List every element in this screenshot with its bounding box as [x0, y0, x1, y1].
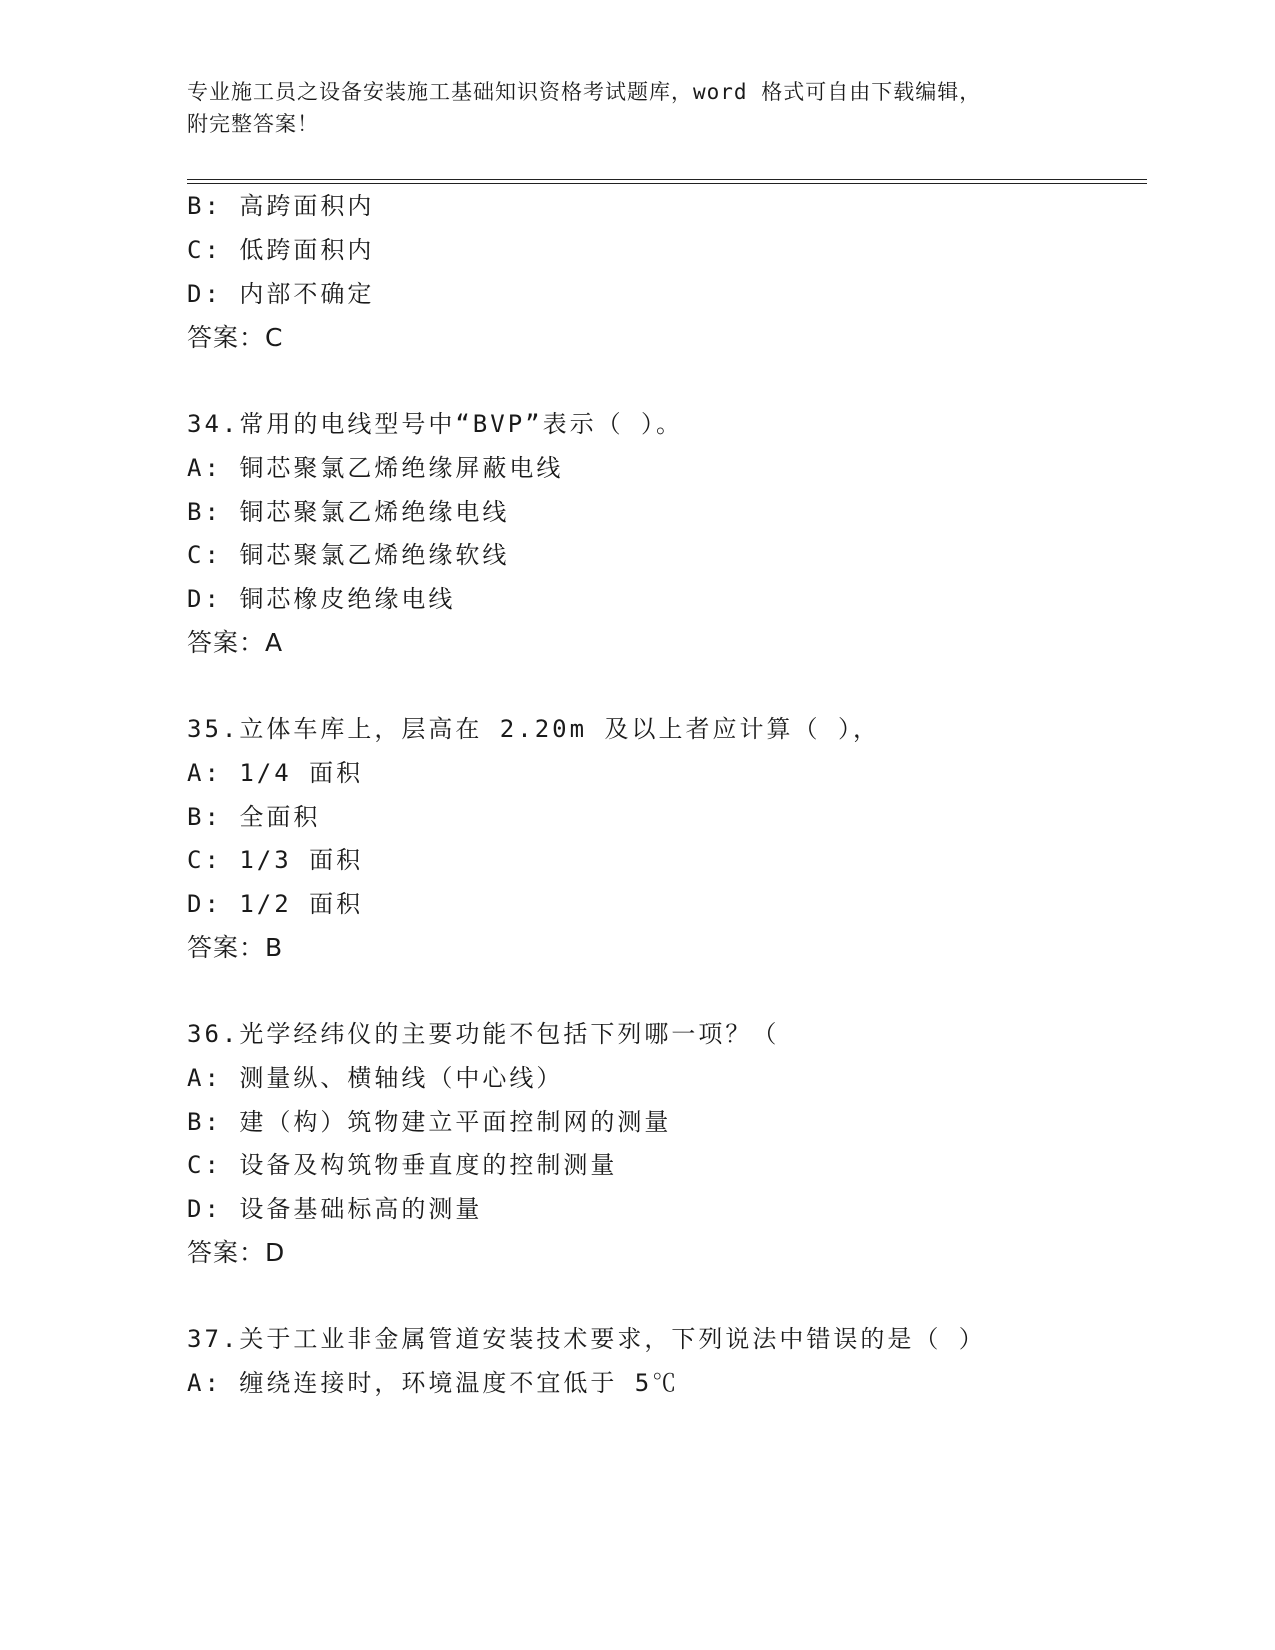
- header-rule-top: [187, 179, 1147, 180]
- answer: 答案：B: [187, 933, 284, 962]
- option-c: C: 铜芯聚氯乙烯绝缘软线: [187, 541, 510, 569]
- question-text: 35.立体车库上，层高在 2.20m 及以上者应计算（ ），: [187, 715, 880, 743]
- option-a: A: 铜芯聚氯乙烯绝缘屏蔽电线: [187, 454, 564, 482]
- option-b: B: 高跨面积内: [187, 192, 375, 220]
- option-a: A: 缠绕连接时，环境温度不宜低于 5℃: [187, 1369, 680, 1397]
- header-line-2: 附完整答案！: [187, 112, 319, 136]
- option-b: B: 铜芯聚氯乙烯绝缘电线: [187, 498, 510, 526]
- option-a: A: 测量纵、横轴线（中心线）: [187, 1064, 564, 1092]
- header-line-1: 专业施工员之设备安装施工基础知识资格考试题库，word 格式可自由下载编辑，: [187, 80, 982, 104]
- header-rule-bottom: [187, 183, 1147, 184]
- answer: 答案：D: [187, 1238, 286, 1267]
- document-header: [187, 76, 981, 140]
- answer: 答案：A: [187, 628, 284, 657]
- question-text: 37.关于工业非金属管道安装技术要求，下列说法中错误的是（ ）: [187, 1325, 986, 1353]
- option-c: C: 1/3 面积: [187, 846, 364, 874]
- answer: 答案：C: [187, 323, 284, 352]
- option-a: A: 1/4 面积: [187, 759, 364, 787]
- option-c: C: 设备及构筑物垂直度的控制测量: [187, 1151, 618, 1179]
- option-d: D: 1/2 面积: [187, 890, 364, 918]
- option-d: D: 内部不确定: [187, 280, 375, 308]
- option-d: D: 铜芯橡皮绝缘电线: [187, 585, 456, 613]
- option-c: C: 低跨面积内: [187, 236, 375, 264]
- question-text: 36.光学经纬仪的主要功能不包括下列哪一项？（: [187, 1020, 780, 1048]
- question-text: 34.常用的电线型号中“BVP”表示（ ）。: [187, 410, 684, 438]
- option-b: B: 建（构）筑物建立平面控制网的测量: [187, 1108, 672, 1136]
- option-b: B: 全面积: [187, 803, 321, 831]
- option-d: D: 设备基础标高的测量: [187, 1195, 483, 1223]
